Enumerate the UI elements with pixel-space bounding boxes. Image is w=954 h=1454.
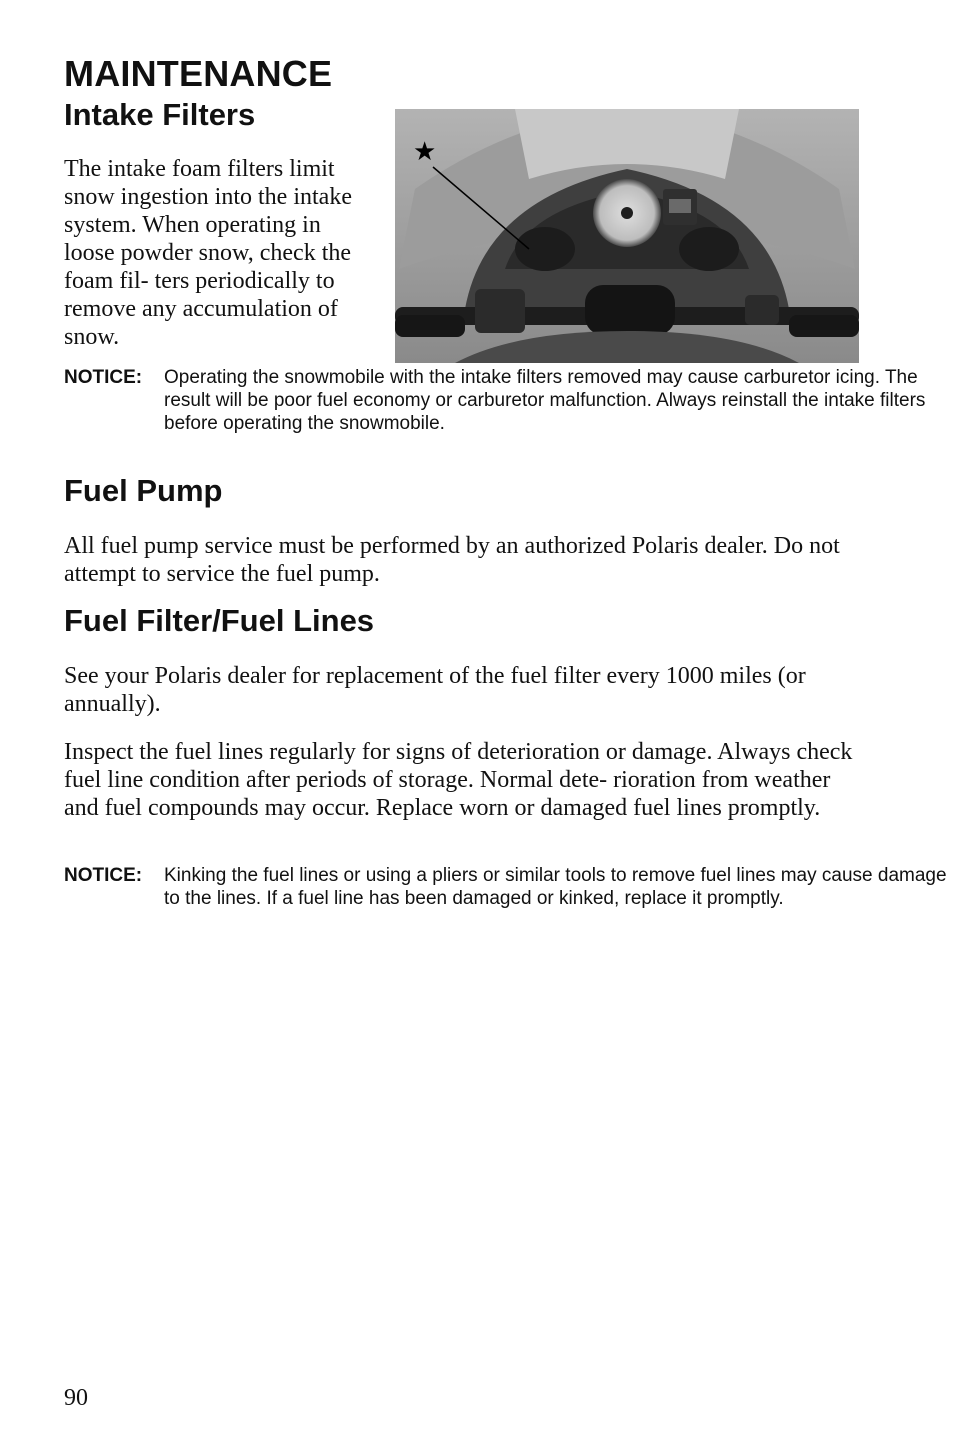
fuel-filter-paragraph-1: See your Polaris dealer for replacement of the fuel filter every 1000 miles (or annually).	[64, 663, 806, 717]
intake-filters-paragraph: The intake foam filters limit snow ingestion into the intake system. When operating in loose powder snow, check the foam fil- ters periodically to remove any accumulation of snow.	[64, 156, 352, 350]
notice-label: NOTICE:	[64, 865, 143, 886]
section-title-intake-filters: Intake Filters	[64, 97, 256, 132]
notice-text: Kinking the fuel lines or using a pliers or similar tools to remove fuel lines may cause damage to the lines. If a fuel line has been damaged or kinked, replace it promptly.	[164, 865, 947, 909]
notice-text: Operating the snowmobile with the intake filters removed may cause carburetor icing. The result will be poor fuel economy or carburetor malfunction. Always reinstall the intake filters before operating the snowmobile.	[164, 367, 926, 434]
fuel-filter-paragraph-2: Inspect the fuel lines regularly for signs of deterioration or damage. Always check fuel line condition after periods of storage. Normal dete- rioration from weather and fuel compounds may occur. Replace worn or damaged fuel lines promptly.	[64, 739, 853, 821]
fuel-pump-paragraph: All fuel pump service must be performed by an authorized Polaris dealer. Do not attempt to service the fuel pump.	[64, 533, 840, 587]
page-number: 90	[64, 1385, 88, 1411]
notice-label: NOTICE:	[64, 367, 143, 388]
intake-filters-notice	[64, 366, 954, 435]
section-title-fuel-pump: Fuel Pump	[64, 473, 223, 508]
chapter-title: MAINTENANCE	[64, 53, 333, 94]
section-title-fuel-filter: Fuel Filter/Fuel Lines	[64, 603, 375, 638]
star-callout-icon: ★	[413, 137, 437, 167]
fuel-lines-notice	[64, 864, 954, 910]
snowmobile-dashboard-photo	[395, 109, 859, 363]
